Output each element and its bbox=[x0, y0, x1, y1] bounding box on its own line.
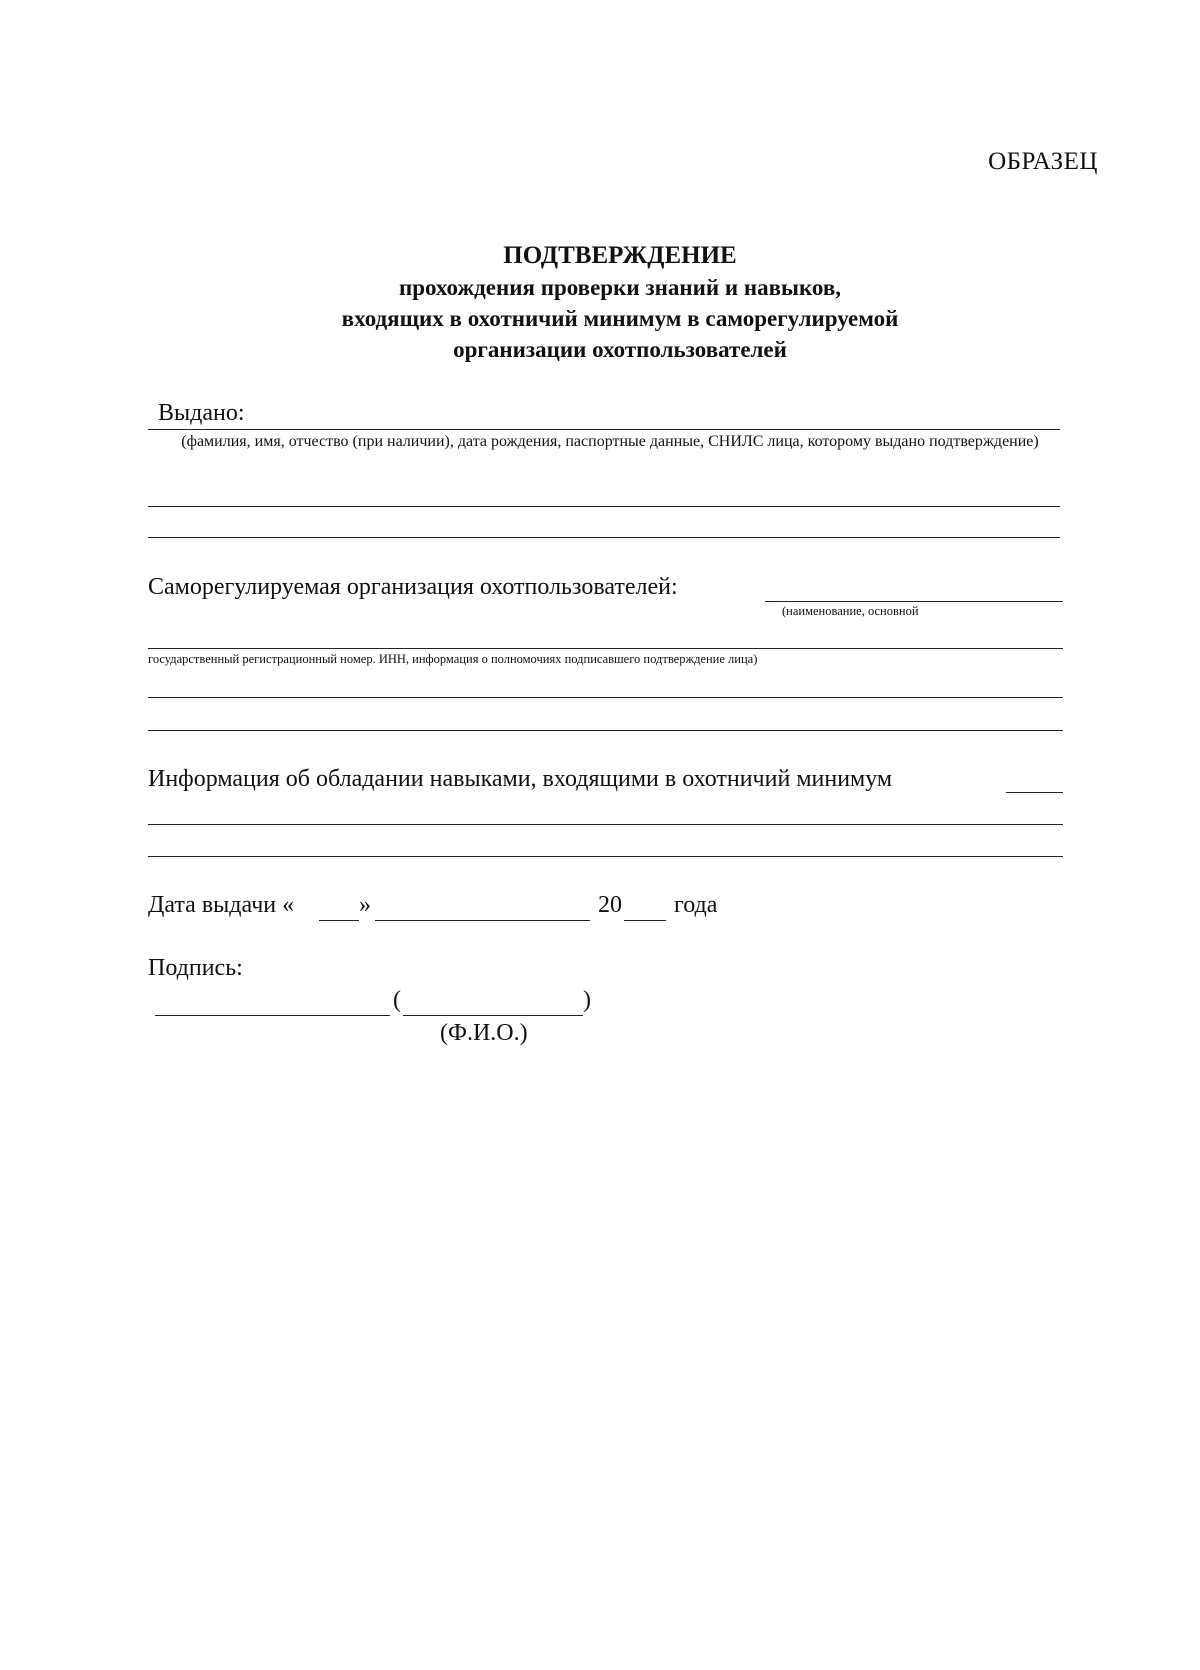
sample-stamp: ОБРАЗЕЦ bbox=[988, 148, 1098, 175]
signature-line[interactable] bbox=[155, 1015, 390, 1016]
organization-hint-part1: (наименование, основной bbox=[782, 604, 919, 618]
issued-hint: (фамилия, имя, отчество (при наличии), дата рождения, паспортные данные, СНИЛС лица, которому выдано подтверждение) bbox=[181, 433, 1039, 450]
organization-hint-part2: государственный регистрационный номер. ИНН, информация о полномочиях подписавшего подтверждение лица) bbox=[148, 652, 758, 666]
document-subtitle-line-1: прохождения проверки знаний и навыков, bbox=[398, 275, 842, 300]
date-year-suffix: года bbox=[674, 892, 718, 918]
organization-line-3[interactable] bbox=[148, 730, 1063, 731]
document-title-block bbox=[0, 240, 1200, 365]
organization-line-1[interactable] bbox=[148, 648, 1063, 649]
signature-label: Подпись: bbox=[148, 955, 243, 981]
date-year-line[interactable] bbox=[624, 920, 666, 921]
document-subtitle-line-3: организации охотпользователей bbox=[453, 337, 787, 362]
date-year-prefix: 20 bbox=[598, 892, 622, 918]
organization-label: Саморегулируемая организация охотпользователей: bbox=[148, 574, 678, 600]
date-month-line[interactable] bbox=[375, 920, 590, 921]
organization-line-2[interactable] bbox=[148, 697, 1063, 698]
date-label: Дата выдачи « bbox=[148, 892, 295, 918]
document-title: ПОДТВЕРЖДЕНИЕ bbox=[503, 242, 737, 269]
signature-paren-open: ( bbox=[393, 987, 401, 1013]
issued-extra-line-2[interactable] bbox=[148, 537, 1060, 538]
organization-name-line[interactable] bbox=[765, 601, 1063, 602]
signature-fio-hint: (Ф.И.О.) bbox=[440, 1020, 528, 1046]
date-quote-close: » bbox=[359, 892, 371, 918]
skills-line-2[interactable] bbox=[148, 856, 1063, 857]
issued-label: Выдано: bbox=[158, 400, 245, 426]
skills-label: Информация об обладании навыками, входящими в охотничий минимум bbox=[148, 766, 893, 792]
skills-field-line[interactable] bbox=[1006, 792, 1063, 793]
issued-field-line[interactable] bbox=[148, 429, 1060, 430]
date-day-line[interactable] bbox=[319, 920, 359, 921]
skills-line-1[interactable] bbox=[148, 824, 1063, 825]
signature-fio-line[interactable] bbox=[403, 1015, 583, 1016]
document-subtitle-line-2: входящих в охотничий минимум в саморегулируемой bbox=[341, 306, 899, 331]
signature-paren-close: ) bbox=[583, 987, 591, 1013]
issued-extra-line-1[interactable] bbox=[148, 506, 1060, 507]
